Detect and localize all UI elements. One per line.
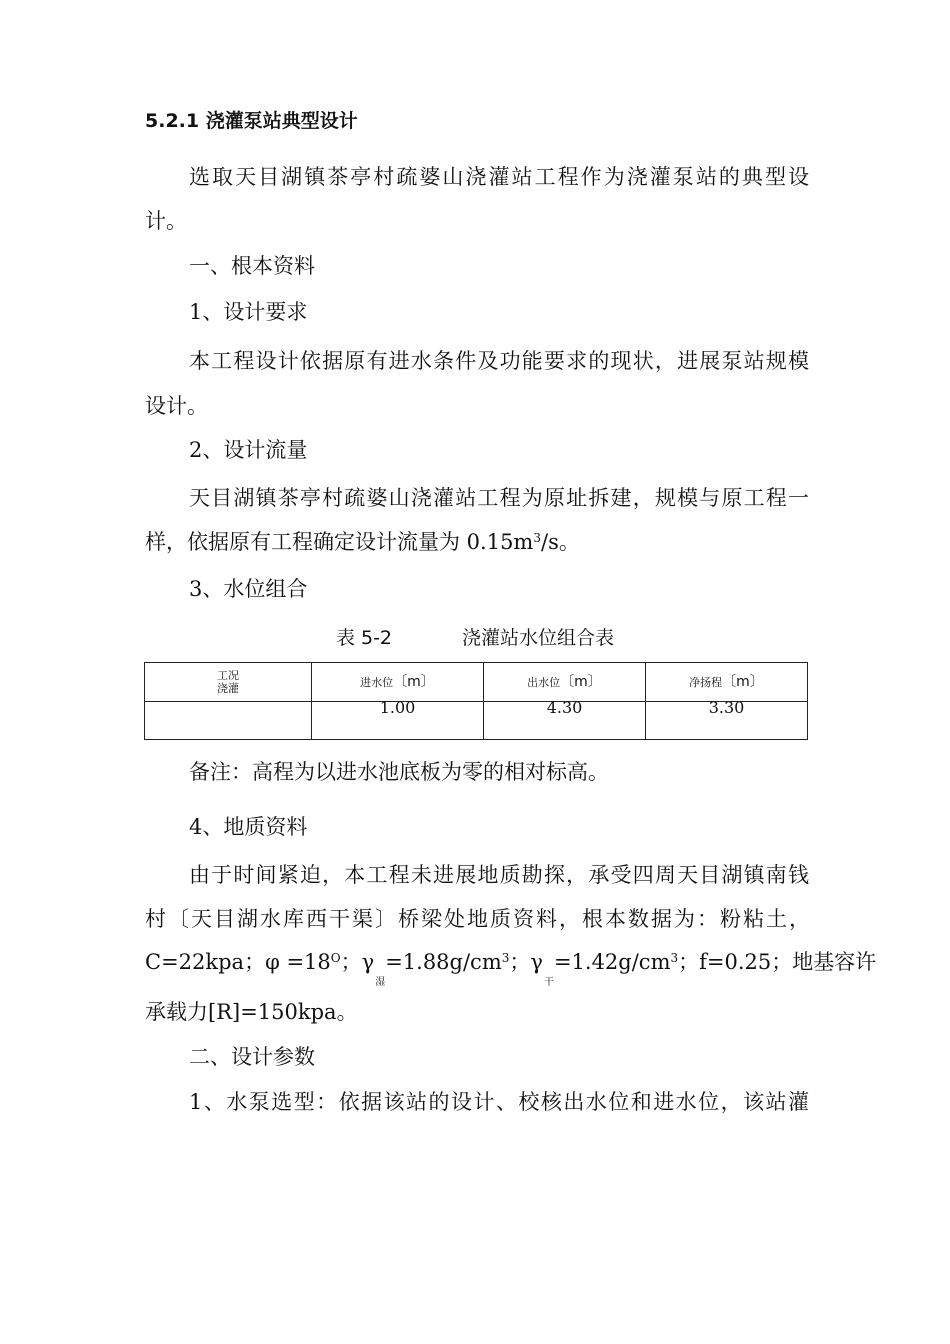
item-heading: 4、地质资料 bbox=[189, 815, 308, 839]
part-heading: 二、设计参数 bbox=[189, 1045, 315, 1069]
water-level-table bbox=[144, 662, 808, 740]
degree-mark: O bbox=[330, 951, 341, 965]
table-cell: 3.30 bbox=[646, 702, 808, 740]
superscript: 3 bbox=[501, 951, 510, 965]
table-header-row bbox=[145, 663, 808, 702]
table-note: 备注：高程为以进水池底板为零的相对标高。 bbox=[189, 760, 609, 784]
part-heading: 一、根本资料 bbox=[189, 254, 315, 278]
subscript: 干 bbox=[543, 977, 554, 988]
table-cell: 1.00 bbox=[312, 702, 484, 740]
item-heading: 2、设计流量 bbox=[189, 438, 308, 462]
paragraph-line: 承载力[R]=150kpa。 bbox=[145, 1000, 358, 1024]
table-header-cell: 出水位〔m〕 bbox=[484, 663, 646, 702]
paragraph-line: 计。 bbox=[145, 209, 187, 233]
table-header-cell: 净扬程〔m〕 bbox=[646, 663, 808, 702]
table-row bbox=[145, 702, 808, 740]
section-heading: 5.2.1 浇灌泵站典型设计 bbox=[145, 110, 358, 132]
table-header-cell: 进水位〔m〕 bbox=[312, 663, 484, 702]
paragraph-line: 村〔天目湖水库西干渠〕桥梁处地质资料，根本数据为：粉粘土， bbox=[145, 907, 810, 931]
paragraph-line: 1、水泵选型：依据该站的设计、校核出水位和进水位，该站灌 bbox=[189, 1090, 809, 1114]
table-caption bbox=[0, 624, 950, 652]
paragraph-line: C=22kpa；$\varphi =18^O$；$\gamma_湿=1.88g/cm^3$；$\gamma_干=1.42g/cm^3$；f=0.25；地基容许 bbox=[145, 950, 877, 988]
paragraph-line: 由于时间紧迫，本工程未进展地质勘探，承受四周天目湖镇南钱 bbox=[189, 863, 809, 887]
paragraph-line: 样，依据原有工程确定设计流量为 $0.15m^3/s$。 bbox=[145, 530, 580, 554]
subscript: 湿 bbox=[375, 977, 386, 988]
superscript: 3 bbox=[533, 531, 541, 545]
item-heading: 3、水位组合 bbox=[189, 577, 308, 601]
table-row-label bbox=[145, 702, 312, 740]
table-number: 表 5-2 bbox=[335, 627, 393, 649]
paragraph-line: 选取天目湖镇茶亭村疏婆山浇灌站工程作为浇灌泵站的典型设 bbox=[189, 165, 809, 189]
item-heading: 1、设计要求 bbox=[189, 300, 308, 324]
table-cell: 4.30 bbox=[484, 702, 646, 740]
paragraph-line: 设计。 bbox=[145, 394, 208, 418]
paragraph-line: 天目湖镇茶亭村疏婆山浇灌站工程为原址拆建，规模与原工程一 bbox=[189, 486, 809, 510]
table-corner-cell: 工况 浇灌 bbox=[145, 663, 312, 702]
superscript: 3 bbox=[670, 951, 679, 965]
table-title: 浇灌站水位组合表 bbox=[462, 627, 615, 649]
paragraph-line: 本工程设计依据原有进水条件及功能要求的现状，进展泵站规模 bbox=[189, 349, 809, 373]
